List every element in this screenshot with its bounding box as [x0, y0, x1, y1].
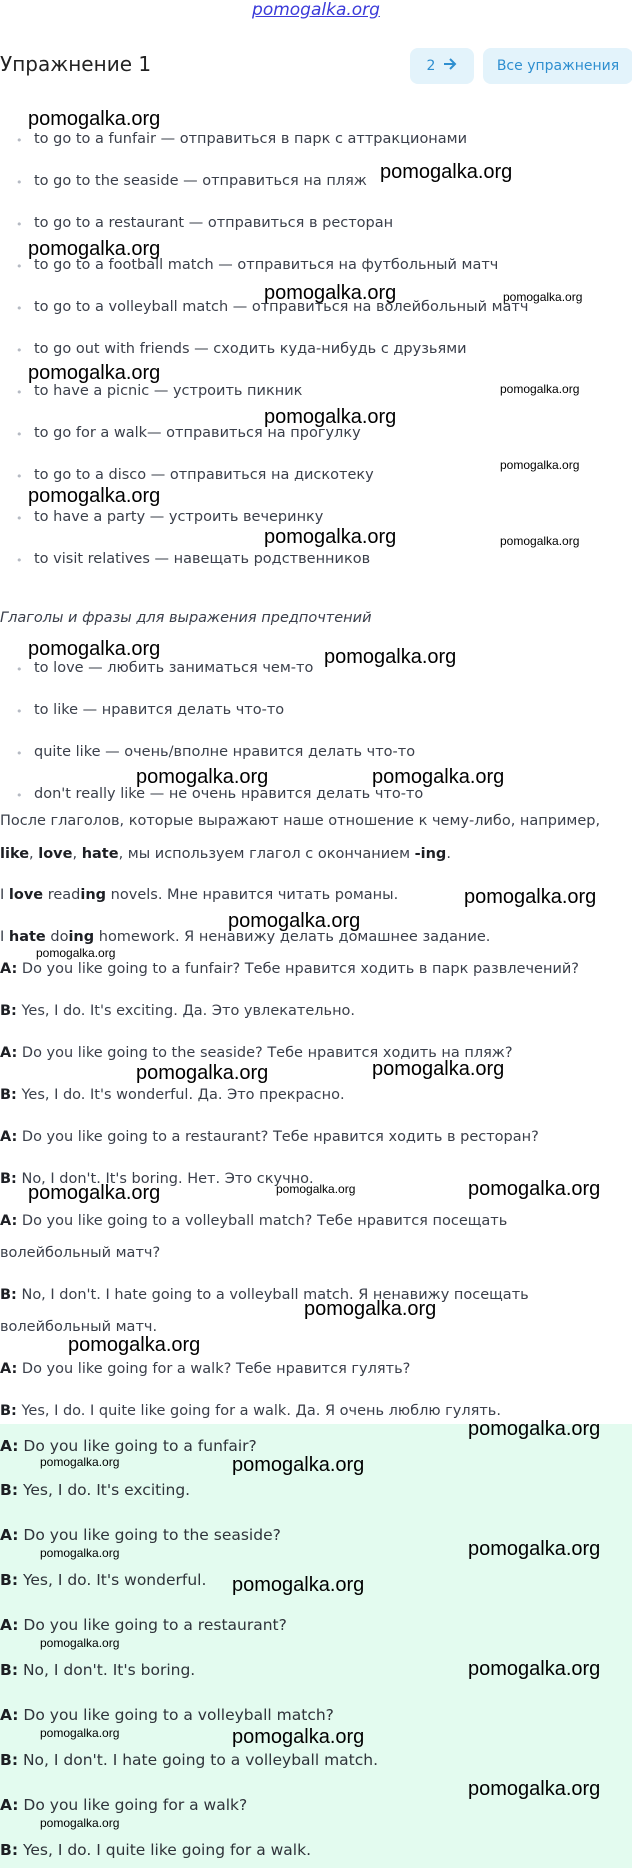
- page-title: Упражнение 1: [0, 52, 152, 76]
- example-line: I hate doing homework. Я ненавижу делать домашнее задание.: [0, 929, 491, 945]
- watermark: pomogalka.org: [68, 1334, 201, 1356]
- watermark: pomogalka.org: [232, 1726, 365, 1748]
- dialog-line: A: Do you like going to a funfair? Тебе нравится ходить в парк развлечений?: [0, 961, 579, 977]
- watermark: pomogalka.org: [28, 108, 161, 130]
- watermark: pomogalka.org: [40, 1546, 120, 1560]
- watermark: pomogalka.org: [503, 290, 583, 304]
- watermark: pomogalka.org: [500, 534, 580, 548]
- watermark: pomogalka.org: [324, 646, 457, 668]
- list-item: • to go to a restaurant — отправиться в ресторан: [16, 215, 393, 231]
- answer-line: B: Yes, I do. It's wonderful.: [0, 1571, 207, 1589]
- list-item: • to go to a funfair — отправиться в парк с аттракционами: [16, 131, 467, 147]
- list-item: • to go for a walk— отправиться на прогулку: [16, 425, 361, 441]
- answer-line: B: No, I don't. I hate going to a volleyball match.: [0, 1751, 379, 1769]
- dialog-line: A: Do you like going to the seaside? Тебе нравится ходить на пляж?: [0, 1045, 513, 1061]
- watermark: pomogalka.org: [40, 1726, 120, 1740]
- example-line: I love reading novels. Мне нравится читать романы.: [0, 887, 399, 903]
- watermark: pomogalka.org: [464, 886, 597, 908]
- exercise-header: [0, 46, 632, 86]
- answer-line: B: No, I don't. It's boring.: [0, 1661, 196, 1679]
- watermark: pomogalka.org: [40, 1816, 120, 1830]
- dialog-line: A: Do you like going for a walk? Тебе нравится гулять?: [0, 1361, 411, 1377]
- watermark: pomogalka.org: [500, 382, 580, 396]
- section-heading: Глаголы и фразы для выражения предпочтений: [0, 610, 372, 626]
- watermark: pomogalka.org: [380, 161, 513, 183]
- watermark: pomogalka.org: [40, 1455, 120, 1469]
- watermark: pomogalka.org: [40, 1636, 120, 1650]
- dialog-line: B: Yes, I do. It's exciting. Да. Это увлекательно.: [0, 1003, 356, 1019]
- watermark: pomogalka.org: [372, 766, 505, 788]
- next-exercise-button[interactable]: [410, 48, 474, 84]
- dialog-line: A: Do you like going to a volleyball match? Тебе нравится посещать: [0, 1213, 508, 1229]
- list-item: • to go to a volleyball match — отправиться на волейбольный матч: [16, 299, 528, 315]
- answer-line: A: Do you like going to a restaurant?: [0, 1616, 287, 1634]
- watermark: pomogalka.org: [228, 910, 361, 932]
- watermark: pomogalka.org: [28, 638, 161, 660]
- answer-line: A: Do you like going to a funfair?: [0, 1437, 257, 1455]
- dialog-line: волейбольный матч?: [0, 1245, 161, 1261]
- watermark: pomogalka.org: [136, 766, 269, 788]
- list-item: • to have a picnic — устроить пикник: [16, 383, 302, 399]
- watermark: pomogalka.org: [468, 1418, 601, 1440]
- dialog-line: B: No, I don't. I hate going to a volleyball match. Я ненавижу посещать: [0, 1287, 529, 1303]
- rule-text: like, love, hate, мы используем глагол с окончанием -ing.: [0, 846, 451, 862]
- watermark: pomogalka.org: [232, 1574, 365, 1596]
- watermark: pomogalka.org: [28, 238, 161, 260]
- arrow-right-icon: [443, 58, 457, 74]
- watermark: pomogalka.org: [468, 1778, 601, 1800]
- dialog-line: B: Yes, I do. It's wonderful. Да. Это прекрасно.: [0, 1087, 345, 1103]
- watermark: pomogalka.org: [264, 526, 397, 548]
- list-item: • to visit relatives — навещать родственников: [16, 551, 370, 567]
- watermark: pomogalka.org: [28, 1182, 161, 1204]
- dialog-line: A: Do you like going to a restaurant? Тебе нравится ходить в ресторан?: [0, 1129, 539, 1145]
- list-item: • to have a party — устроить вечеринку: [16, 509, 323, 525]
- list-item: • to go out with friends — сходить куда-нибудь с друзьями: [16, 341, 467, 357]
- list-item: • quite like — очень/вполне нравится делать что-то: [16, 744, 415, 760]
- watermark: pomogalka.org: [500, 458, 580, 472]
- list-item: • don't really like — не очень нравится делать что-то: [16, 786, 423, 802]
- watermark: pomogalka.org: [264, 406, 397, 428]
- watermark: pomogalka.org: [264, 282, 397, 304]
- answer-line: A: Do you like going to the seaside?: [0, 1526, 281, 1544]
- answer-line: A: Do you like going for a walk?: [0, 1796, 248, 1814]
- watermark: pomogalka.org: [372, 1058, 505, 1080]
- list-item: • to go to a disco — отправиться на дискотеку: [16, 467, 374, 483]
- rule-text: После глаголов, которые выражают наше отношение к чему-либо, например,: [0, 813, 601, 829]
- list-item: • to go to the seaside — отправиться на пляж: [16, 173, 367, 189]
- dialog-line: B: No, I don't. It's boring. Нет. Это скучно.: [0, 1171, 314, 1187]
- list-item: • to like — нравится делать что-то: [16, 702, 284, 718]
- watermark: pomogalka.org: [304, 1298, 437, 1320]
- answer-line: B: Yes, I do. It's exciting.: [0, 1481, 191, 1499]
- watermark: pomogalka.org: [28, 362, 161, 384]
- watermark: pomogalka.org: [276, 1182, 356, 1196]
- watermark: pomogalka.org: [36, 946, 116, 960]
- answer-line: A: Do you like going to a volleyball match?: [0, 1706, 334, 1724]
- watermark: pomogalka.org: [136, 1062, 269, 1084]
- dialog-line: B: Yes, I do. I quite like going for a walk. Да. Я очень люблю гулять.: [0, 1403, 501, 1419]
- all-exercises-button[interactable]: Все упражнения: [483, 48, 632, 84]
- watermark: pomogalka.org: [468, 1178, 601, 1200]
- watermark: pomogalka.org: [468, 1538, 601, 1560]
- answer-line: B: Yes, I do. I quite like going for a walk.: [0, 1841, 312, 1859]
- next-exercise-label: 2: [426, 58, 436, 74]
- list-item: • to love — любить заниматься чем-то: [16, 660, 313, 676]
- watermark: pomogalka.org: [468, 1658, 601, 1680]
- watermark: pomogalka.org: [28, 485, 161, 507]
- watermark: pomogalka.org: [232, 1454, 365, 1476]
- list-item: • to go to a football match — отправиться на футбольный матч: [16, 257, 498, 273]
- top-watermark-link[interactable]: pomogalka.org: [252, 0, 380, 20]
- dialog-line: волейбольный матч.: [0, 1319, 158, 1335]
